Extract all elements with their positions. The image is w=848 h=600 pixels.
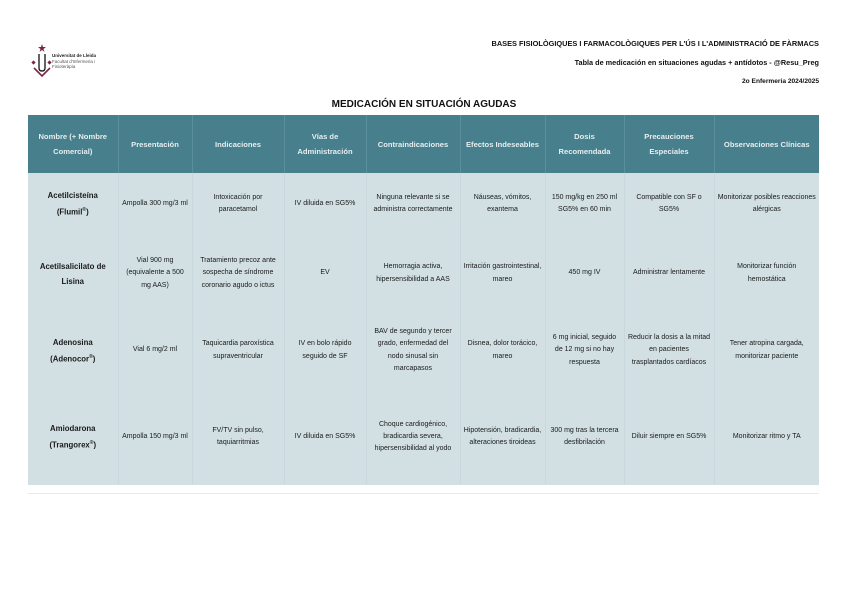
cell-vias: IV diluida en SG5% <box>284 389 366 485</box>
cell-contraindicaciones: Choque cardiogénico, bradicardia severa, hipersensibilidad al yodo <box>366 389 460 485</box>
cell-precauciones: Reducir la dosis a la mitad en pacientes trasplantados cardíacos <box>624 312 714 389</box>
cell-indicaciones: Taquicardia paroxística supraventricular <box>192 312 284 389</box>
medication-table <box>28 115 819 485</box>
cell-nombre: Acetilsalicilato de Lisina <box>28 235 118 312</box>
document-subtitle: Tabla de medicación en situaciones agudas + antídotos - @Resu_Preg <box>574 58 819 67</box>
cell-vias: IV en bolo rápido seguido de SF <box>284 312 366 389</box>
drug-name: Acetilcisteína <box>47 191 98 201</box>
table-row <box>28 235 819 312</box>
cell-nombre: Adenosina (Adenocor®) <box>28 312 118 389</box>
cell-observaciones: Tener atropina cargada, monitorizar paciente <box>714 312 819 389</box>
table-header-row <box>28 115 819 173</box>
table-bottom-border <box>28 493 819 494</box>
brand-name: (Adenocor <box>50 354 90 364</box>
cell-vias: IV diluida en SG5% <box>284 173 366 235</box>
cell-presentacion: Vial 6 mg/2 ml <box>118 312 192 389</box>
university-name <box>52 53 96 70</box>
university-logo-icon <box>30 42 52 78</box>
brand-name: (Trangorex <box>49 440 90 450</box>
registered-mark: ® <box>89 440 94 447</box>
cell-indicaciones: FV/TV sin pulso, taquiarritmias <box>192 389 284 485</box>
col-header-contraindicaciones: Contraindicaciones <box>366 115 460 173</box>
cell-indicaciones: Tratamiento precoz ante sospecha de síndrome coronario agudo o ictus <box>192 235 284 312</box>
col-header-efectos: Efectos Indeseables <box>460 115 545 173</box>
cell-precauciones: Diluir siempre en SG5% <box>624 389 714 485</box>
cell-presentacion: Ampolla 150 mg/3 ml <box>118 389 192 485</box>
drug-name: Amiodarona <box>50 424 96 434</box>
brand-name: (Flumil <box>56 207 83 217</box>
registered-mark: ® <box>82 207 87 214</box>
col-header-nombre: Nombre (+ Nombre Comercial) <box>28 115 118 173</box>
cell-efectos: Náuseas, vómitos, exantema <box>460 173 545 235</box>
table-row <box>28 173 819 235</box>
cell-observaciones: Monitorizar posibles reacciones alérgicas <box>714 173 819 235</box>
cell-observaciones: Monitorizar ritmo y TA <box>714 389 819 485</box>
col-header-presentacion: Presentación <box>118 115 192 173</box>
col-header-vias: Vías de Administración <box>284 115 366 173</box>
cell-precauciones: Compatible con SF o SG5% <box>624 173 714 235</box>
cell-dosis: 150 mg/kg en 250 ml SG5% en 60 min <box>545 173 624 235</box>
logo-line-3: Fisioteràpia <box>52 64 76 69</box>
cell-contraindicaciones: Ninguna relevante si se administra correctamente <box>366 173 460 235</box>
cell-dosis: 6 mg inicial, seguido de 12 mg si no hay respuesta <box>545 312 624 389</box>
cell-efectos: Irritación gastrointestinal, mareo <box>460 235 545 312</box>
cell-vias: EV <box>284 235 366 312</box>
col-header-indicaciones: Indicaciones <box>192 115 284 173</box>
cell-efectos: Hipotensión, bradicardia, alteraciones tiroideas <box>460 389 545 485</box>
cell-contraindicaciones: BAV de segundo y tercer grado, enfermedad del nodo sinusal sin marcapasos <box>366 312 460 389</box>
col-header-precauciones: Precauciones Especiales <box>624 115 714 173</box>
col-header-observaciones: Observaciones Clínicas <box>714 115 819 173</box>
university-logo <box>30 42 150 78</box>
registered-mark: ® <box>89 353 93 360</box>
cell-dosis: 300 mg tras la tercera desfibrilación <box>545 389 624 485</box>
cell-observaciones: Monitorizar función hemostática <box>714 235 819 312</box>
cell-precauciones: Administrar lentamente <box>624 235 714 312</box>
cell-nombre: Acetilcisteína (Flumil®) <box>28 173 118 235</box>
table-row <box>28 389 819 485</box>
cell-dosis: 450 mg IV <box>545 235 624 312</box>
col-header-dosis: Dosis Recomendada <box>545 115 624 173</box>
table-title: MEDICACIÓN EN SITUACIÓN AGUDAS <box>331 99 517 110</box>
cell-presentacion: Ampolla 300 mg/3 ml <box>118 173 192 235</box>
cell-indicaciones: Intoxicación por paracetamol <box>192 173 284 235</box>
cell-presentacion: Vial 900 mg (equivalente a 500 mg AAS) <box>118 235 192 312</box>
course-title: BASES FISIOLÒGIQUES I FARMACOLÒGIQUES PER L'ÚS I L'ADMINISTRACIÓ DE FÀRMACS <box>491 39 819 48</box>
academic-year: 2o Enfermeria 2024/2025 <box>742 78 819 85</box>
table-row <box>28 312 819 389</box>
logo-line-2: Facultat d'Infermeria i <box>52 58 96 64</box>
cell-efectos: Disnea, dolor torácico, mareo <box>460 312 545 389</box>
drug-name: Adenosina <box>52 337 93 347</box>
cell-nombre: Amiodarona (Trangorex®) <box>28 389 118 485</box>
logo-line-1: Universitat de Lleida <box>52 53 97 58</box>
cell-contraindicaciones: Hemorragia activa, hipersensibilidad a AAS <box>366 235 460 312</box>
